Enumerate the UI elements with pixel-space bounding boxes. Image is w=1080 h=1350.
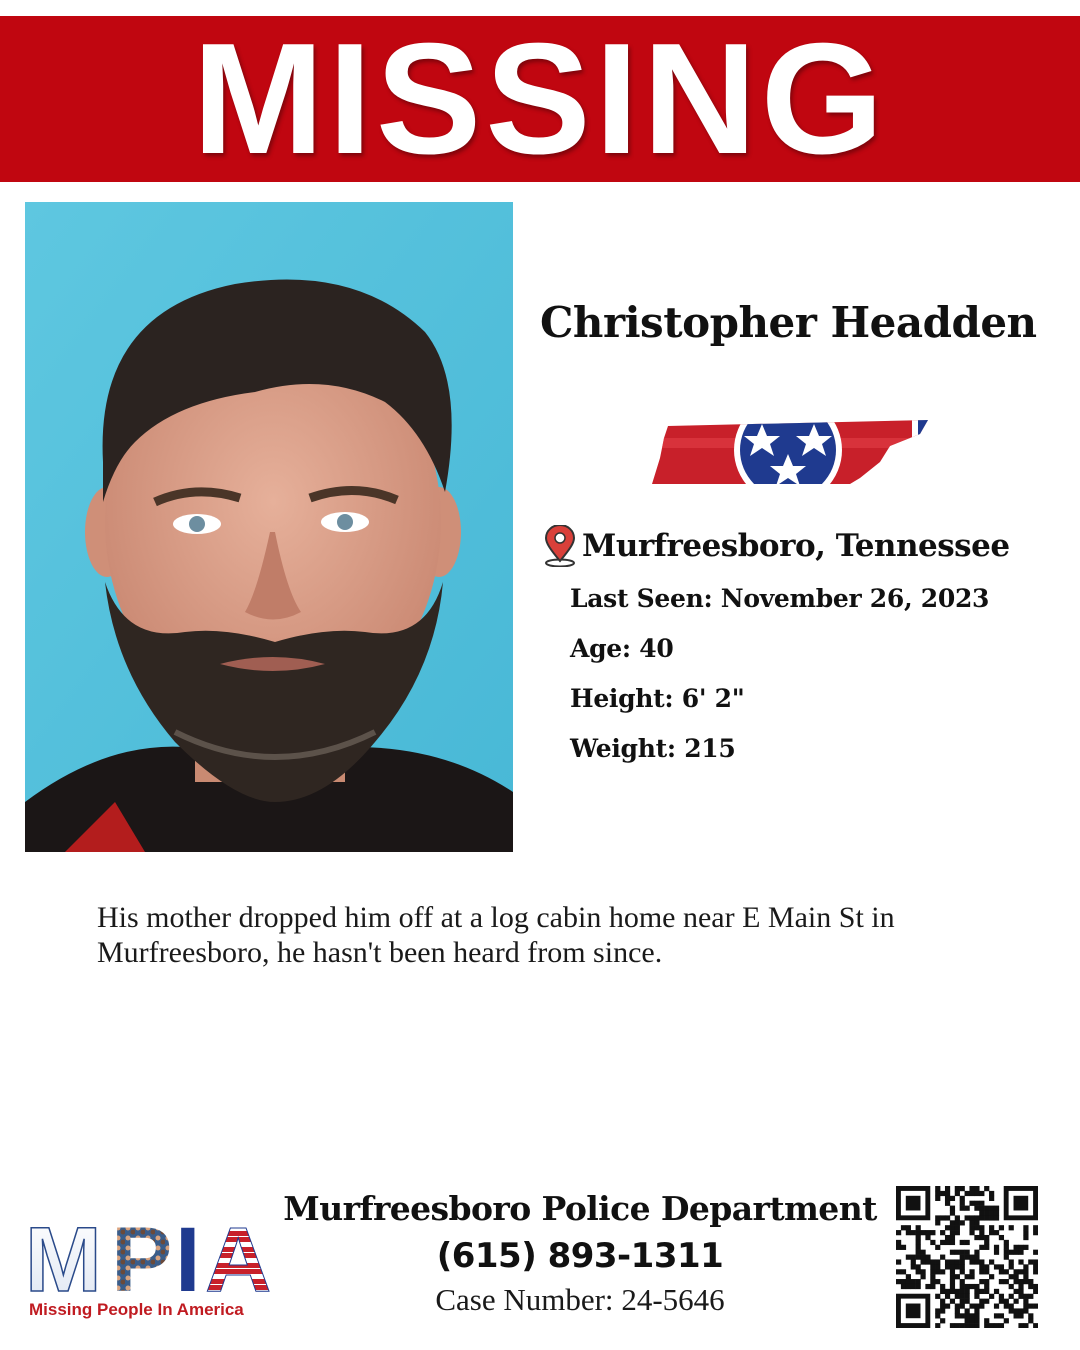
missing-banner xyxy=(0,11,1080,187)
weight-value: 215 xyxy=(684,734,736,763)
case-description: His mother dropped him off at a log cabin home near E Main St in Murfreesboro, he hasn't been heard from since. xyxy=(97,901,895,969)
svg-text:M: M xyxy=(25,1209,102,1297)
svg-text:P: P xyxy=(111,1209,173,1297)
contact-block xyxy=(280,1186,880,1320)
height-label: Height: xyxy=(570,684,674,713)
svg-text:A: A xyxy=(205,1209,272,1297)
agency-name: Murfreesboro Police Department xyxy=(283,1189,877,1228)
tennessee-flag-map-icon xyxy=(650,418,932,486)
case-number-value: 24-5646 xyxy=(621,1282,725,1317)
banner-title: MISSING xyxy=(192,11,888,187)
weight-label: Weight: xyxy=(570,734,676,763)
last-seen-value: November 26, 2023 xyxy=(720,584,990,613)
age-value: 40 xyxy=(639,634,674,663)
age-label: Age: xyxy=(570,634,631,663)
qr-code-icon[interactable] xyxy=(896,1186,1038,1328)
weight-row xyxy=(570,734,735,763)
last-seen-row xyxy=(570,584,989,613)
mpia-logo-mark xyxy=(25,1205,280,1297)
map-pin-icon xyxy=(542,525,578,567)
agency-phone[interactable]: (615) 893-1311 xyxy=(436,1236,724,1276)
height-row xyxy=(570,684,744,713)
missing-person-photo xyxy=(25,202,513,852)
mpia-logo xyxy=(25,1205,280,1325)
height-value: 6' 2" xyxy=(681,684,745,713)
logo-caption: Missing People In America xyxy=(29,1300,244,1319)
case-number-label: Case Number: xyxy=(435,1282,614,1317)
svg-text:I: I xyxy=(175,1209,201,1297)
last-seen-label: Last Seen: xyxy=(570,584,713,613)
case-number-row xyxy=(280,1280,880,1320)
age-row xyxy=(570,634,673,663)
person-name: Christopher Headden xyxy=(540,298,1037,347)
location-row xyxy=(542,524,1010,568)
location-text: Murfreesboro, Tennessee xyxy=(582,528,1010,564)
